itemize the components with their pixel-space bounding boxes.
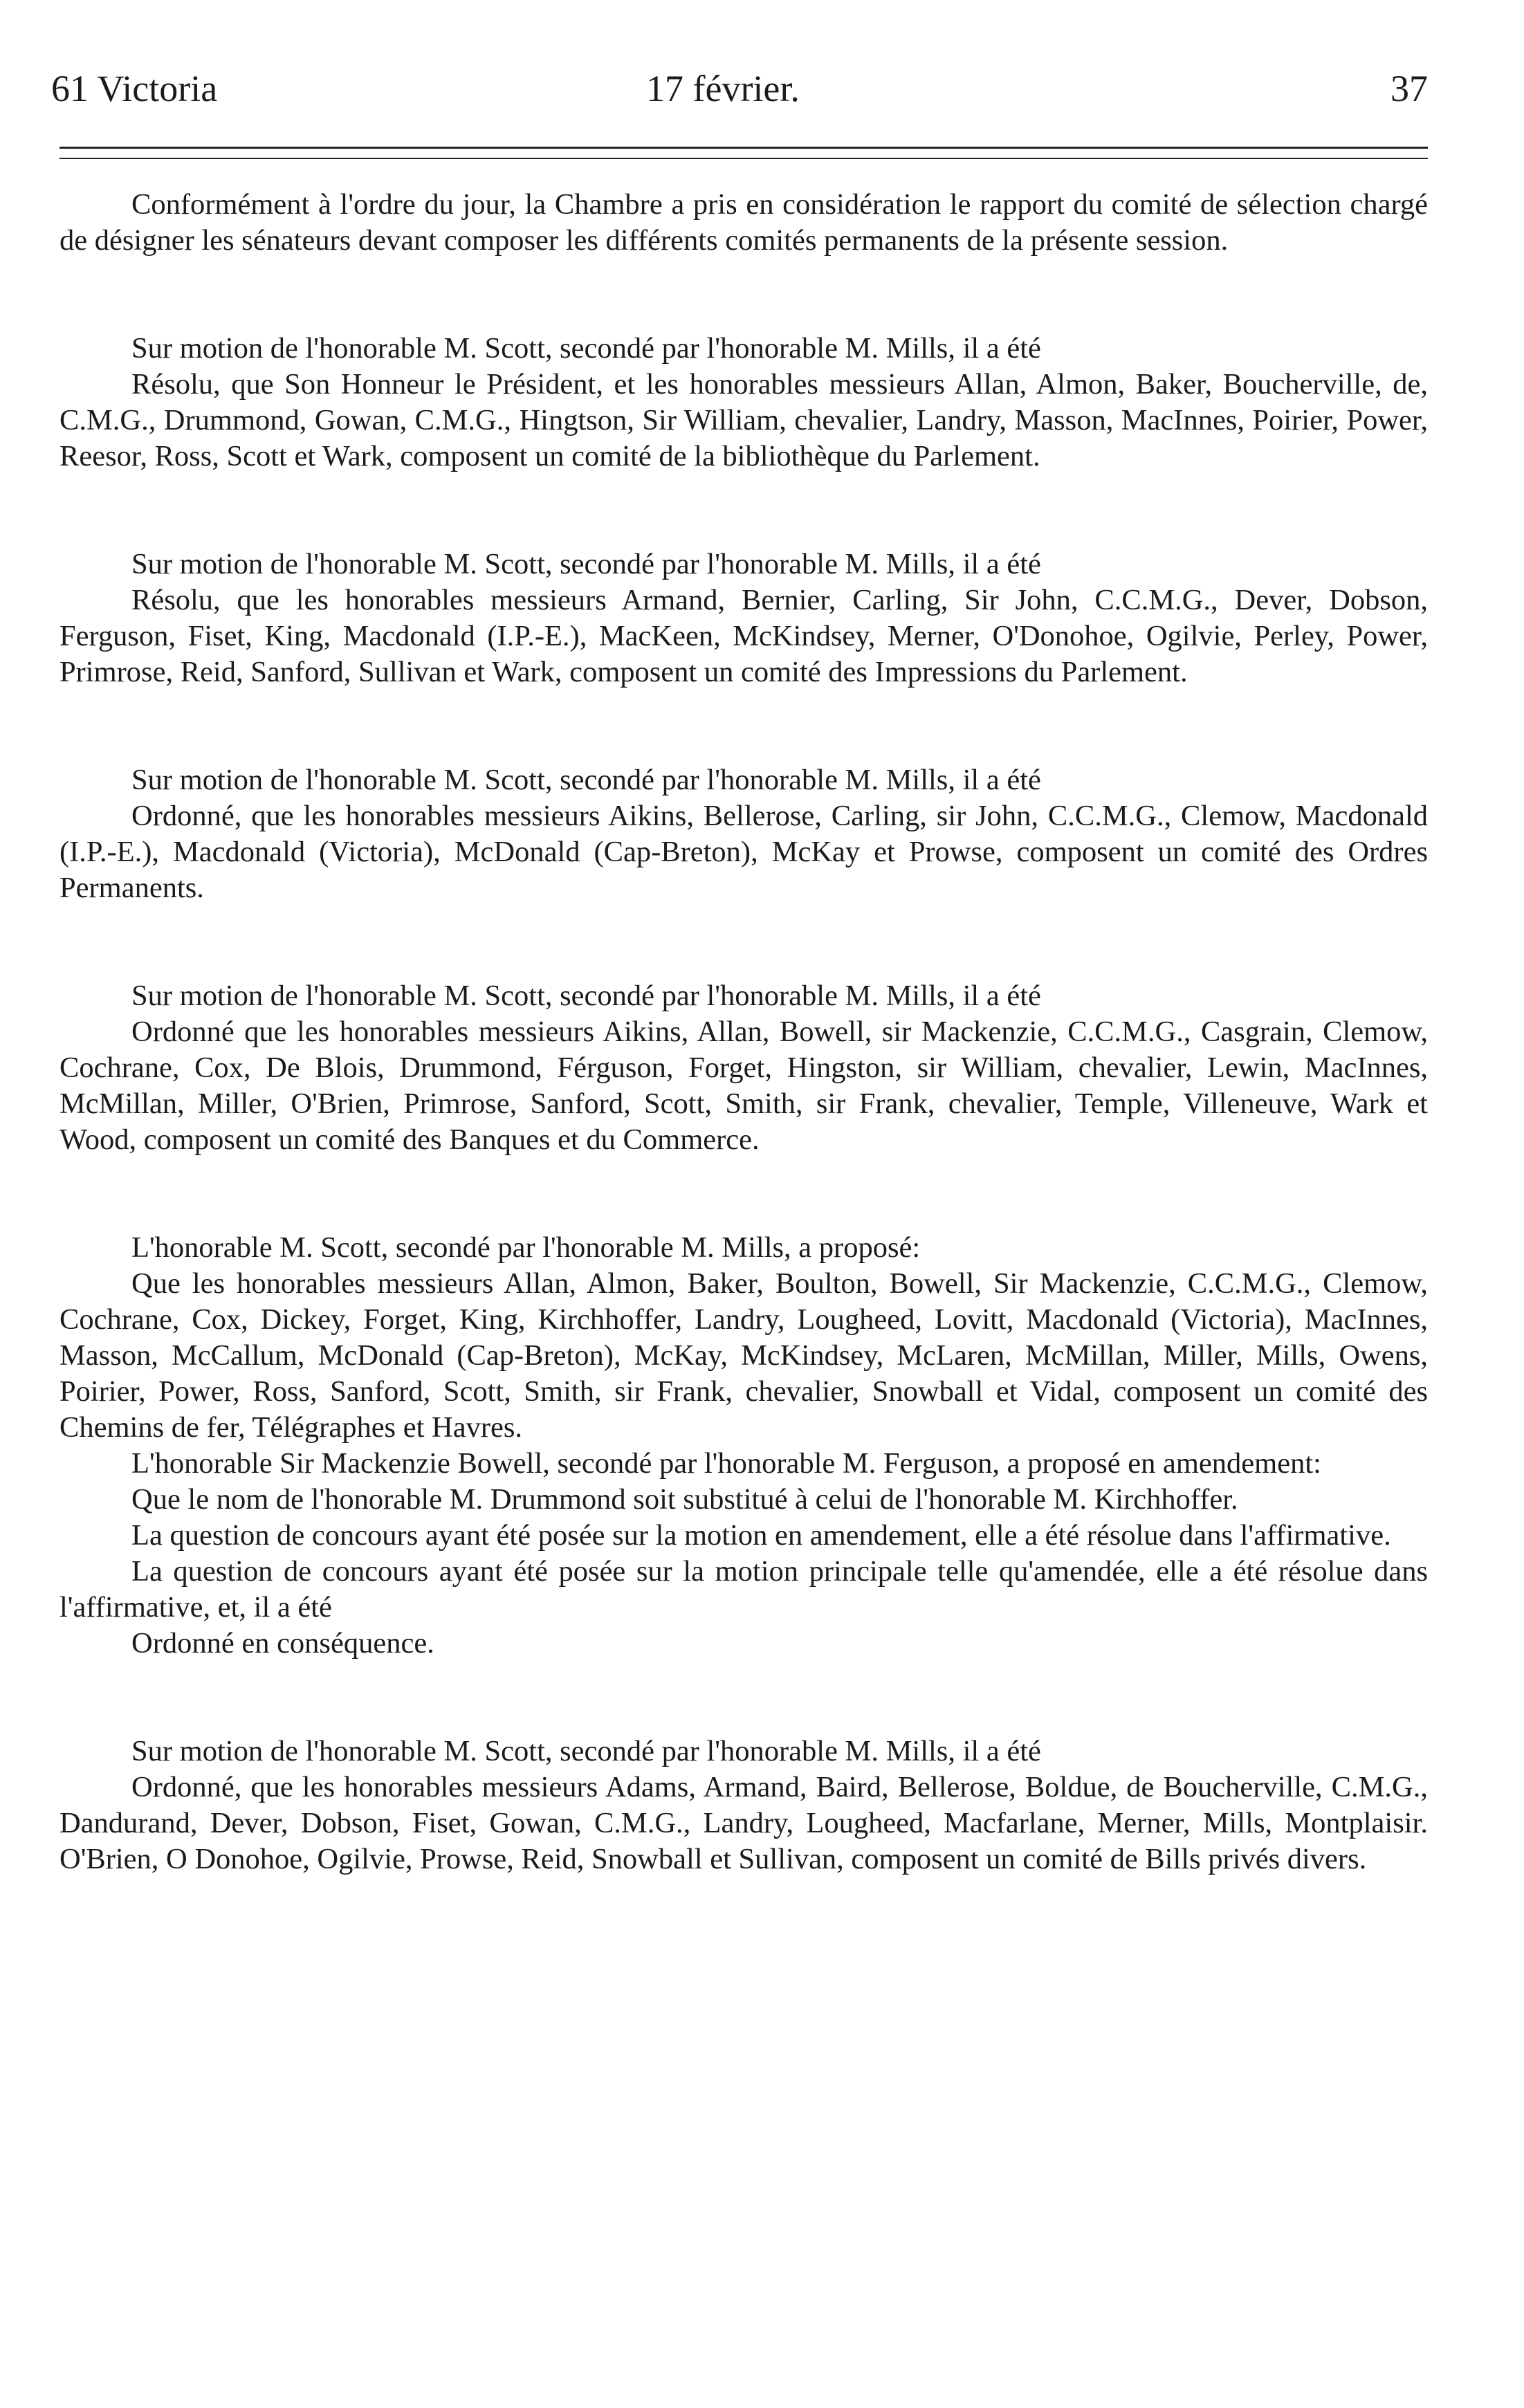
- paragraph: Ordonné, que les honorables messieurs Adams, Armand, Baird, Bellerose, Boldue, de Boucherville, C.M.G., Dandurand, Dever, Dobson, Fiset, Gowan, C.M.G., Landry, Lougheed, Macfarlane, Merner, Mills, Montplaisir. O'Brien, O Donohoe, Ogilvie, Prowse, Reid, Snowball et Sullivan, composent un comité de Bills privés divers.: [59, 1771, 1428, 1875]
- paragraph: Que les honorables messieurs Allan, Almon, Baker, Boulton, Bowell, Sir Mackenzie, C.C.M.G., Clemow, Cochrane, Cox, Dickey, Forget, King, Kirchhoffer, Landry, Lougheed, Lovitt, Macdonald (Victoria), MacInnes, Masson, McCallum, McDonald (Cap-Breton), McKay, McKindsey, McLaren, McMillan, Miller, Mills, Owens, Poirier, Power, Ross, Sanford, Scott, Smith, sir Frank, chevalier, Snowball et Vidal, composent un comité des Chemins de fer, Télégraphes et Havres.: [59, 1267, 1428, 1444]
- paragraph: Résolu, que les honorables messieurs Armand, Bernier, Carling, Sir John, C.C.M.G., Dever, Dobson, Ferguson, Fiset, King, Macdonald (I.P.-E.), MacKeen, McKindsey, Merner, O'Donohoe, Ogilvie, Perley, Power, Primrose, Reid, Sanford, Sullivan et Wark, composent un comité des Impressions du Parlement.: [59, 584, 1428, 688]
- paragraph: Résolu, que Son Honneur le Président, et les honorables messieurs Allan, Almon, Baker, Boucherville, de, C.M.G., Drummond, Gowan, C.M.G., Hingtson, Sir William, chevalier, Landry, Masson, MacInnes, Poirier, Power, Reesor, Ross, Scott et Wark, composent un comité de la bibliothèque du Parlement.: [59, 368, 1428, 472]
- paragraph-gap: [59, 906, 1428, 978]
- paragraph-gap: [59, 1158, 1428, 1230]
- paragraph: Sur motion de l'honorable M. Scott, secondé par l'honorable M. Mills, il a été: [131, 548, 1041, 580]
- paragraph: Sur motion de l'honorable M. Scott, secondé par l'honorable M. Mills, il a été: [131, 980, 1041, 1012]
- paragraph: Ordonné, que les honorables messieurs Aikins, Bellerose, Carling, sir John, C.C.M.G., Clemow, Macdonald (I.P.-E.), Macdonald (Victoria), McDonald (Cap-Breton), McKay et Prowse, composent un comité des Ordres Permanents.: [59, 800, 1428, 904]
- paragraph: L'honorable M. Scott, secondé par l'honorable M. Mills, a proposé:: [131, 1231, 921, 1264]
- paragraph-block: [59, 978, 1428, 1158]
- header-date: 17 février.: [646, 68, 800, 109]
- paragraph-block: [59, 331, 1428, 475]
- paragraph-block: [59, 762, 1428, 906]
- header-session: 61 Victoria: [51, 68, 218, 109]
- paragraph: Sur motion de l'honorable M. Scott, secondé par l'honorable M. Mills, il a été: [131, 1735, 1041, 1767]
- header-rule-top: [59, 147, 1428, 149]
- header-rule-bottom: [59, 158, 1428, 159]
- document-body: [59, 187, 1428, 1877]
- paragraph-gap: [59, 690, 1428, 762]
- paragraph-block: [59, 1734, 1428, 1877]
- paragraph: La question de concours ayant été posée sur la motion en amendement, elle a été résolue dans l'affirmative.: [131, 1519, 1391, 1552]
- paragraph: Ordonné que les honorables messieurs Aikins, Allan, Bowell, sir Mackenzie, C.C.M.G., Casgrain, Clemow, Cochrane, Cox, De Blois, Drummond, Férguson, Forget, Hingston, sir William, chevalier, Lewin, MacInnes, McMillan, Miller, O'Brien, Primrose, Sanford, Scott, Smith, sir Frank, chevalier, Temple, Villeneuve, Wark et Wood, composent un comité des Banques et du Commerce.: [59, 1015, 1428, 1156]
- paragraph: Que le nom de l'honorable M. Drummond soit substitué à celui de l'honorable M. Kirchhoffer.: [131, 1483, 1238, 1516]
- paragraph: Sur motion de l'honorable M. Scott, secondé par l'honorable M. Mills, il a été: [131, 764, 1041, 796]
- paragraph-block: [59, 1230, 1428, 1662]
- paragraph: L'honorable Sir Mackenzie Bowell, secondé par l'honorable M. Ferguson, a proposé en amendement:: [131, 1447, 1321, 1480]
- paragraph: Conformément à l'ordre du jour, la Chambre a pris en considération le rapport du comité de sélection chargé de désigner les sénateurs devant composer les différents comités permanents de la présente session.: [59, 188, 1428, 257]
- paragraph: Ordonné en conséquence.: [131, 1627, 434, 1660]
- page-number: 37: [1390, 68, 1428, 109]
- paragraph-gap: [59, 1662, 1428, 1734]
- paragraph: Sur motion de l'honorable M. Scott, secondé par l'honorable M. Mills, il a été: [131, 332, 1041, 365]
- paragraph-gap: [59, 475, 1428, 546]
- running-header: [51, 61, 1428, 116]
- paragraph-block: [59, 187, 1428, 259]
- paragraph-block: [59, 546, 1428, 690]
- paragraph-gap: [59, 259, 1428, 331]
- paragraph: La question de concours ayant été posée sur la motion principale telle qu'amendée, elle a été résolue dans l'affirmative, et, il a été: [59, 1555, 1428, 1624]
